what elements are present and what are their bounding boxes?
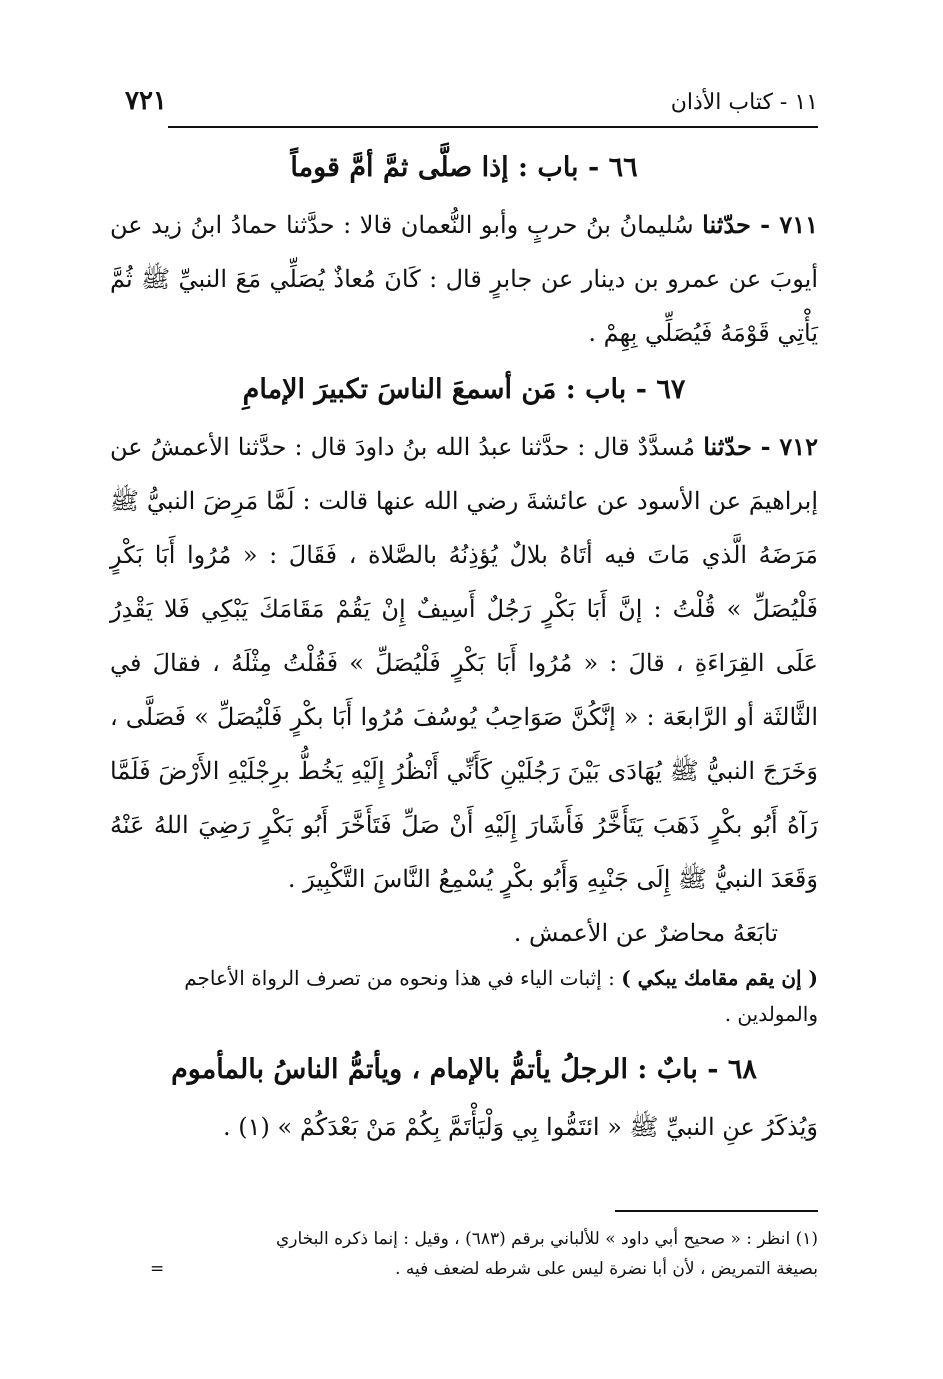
footnote-line-1: (١) انظر : « صحيح أبي داود » للألباني برقم (٦٨٣) ، وقيل : إنما ذكره البخاري: [275, 1229, 818, 1249]
hadith-711: [110, 198, 818, 360]
chapter-header: ١١ - كتاب الأذان: [670, 90, 818, 115]
hadith-712-note: [110, 960, 818, 1032]
header-rule: [168, 126, 818, 128]
footnote: [125, 1224, 818, 1284]
section-67-heading: ٦٧ - باب : مَن أسمعَ الناسَ تكبيرَ الإمامِ: [242, 374, 686, 405]
footnote-rule: [615, 1210, 818, 1212]
hadith-711-text: سُليمانُ بنُ حربٍ وأبو النُّعمان قالا : حدَّثنا حمادُ ابنُ زيد عن أيوبَ عن عمرو بن دينار عن جابرٍ قال : كَانَ مُعاذٌ يُصَلِّي مَعَ النبيِّ ﷺ ثُمَّ يَأْتِي قَوْمَهُ فَيُصَلِّي بِهِمْ .: [110, 211, 818, 347]
footnote-line-2-wrap: [125, 1254, 818, 1284]
hadith-712: [110, 420, 818, 906]
section-66-heading: ٦٦ - باب : إذا صلَّى ثمَّ أمَّ قوماً: [290, 152, 638, 183]
footnote-continuation-mark: =: [150, 1259, 165, 1279]
section-68-heading: ٦٨ - بابٌ : الرجلُ يأتمُّ بالإمام ، ويأتمُّ الناسُ بالمأموم: [171, 1054, 757, 1085]
hadith-712-note-quote: ( إن يقم مقامك يبكي ): [621, 966, 818, 990]
footnote-line-2: بصيغة التمريض ، لأن أبا نضرة ليس على شرطه لضعف فيه .: [395, 1259, 818, 1279]
hadith-712-follow: تابَعَهُ محاضرٌ عن الأعمش .: [513, 919, 778, 947]
section-68-text: وَيُذكَرُ عنِ النبيِّ ﷺ « ائتَمُّوا بِي وَلْيَأْتَمَّ بِكُمْ مَنْ بَعْدَكُمْ » (١) .: [223, 1113, 818, 1141]
hadith-711-number: ٧١١ - حدّثنا: [702, 210, 818, 239]
hadith-712-number: ٧١٢ - حدّثنا: [703, 432, 819, 461]
page-body: [110, 138, 818, 1154]
page-number: ٧٢١: [125, 86, 167, 116]
hadith-712-text: مُسدَّدٌ قال : حدَّثنا عبدُ الله بنُ داودَ قال : حدَّثنا الأعمشُ عن إبراهيمَ عن الأسود عن عائشةَ رضي الله عنها قالت : لَمَّا مَرِضَ النبيُّ ﷺ مَرَضَهُ الَّذي مَاتَ فيه أتَاهُ بلالٌ يُؤذِنُهُ بالصَّلاة ، فَقَالَ : « مُرُوا أَبَا بَكْرٍ فَلْيُصَلِّ » قُلْتُ : إنَّ أَبَا بَكْرٍ رَجُلٌ أَسِيفٌ إِنْ يَقُمْ مَقَامَكَ يَبْكِي فَلا يَقْدِرُ عَلَى القِرَاءَةِ ، قالَ : « مُرُوا أَبَا بَكْرٍ فَلْيُصَلِّ » فَقُلْتُ مِثْلَهُ ، فقالَ في الثَّالثَة أو الرَّابعَة : « إنَّكُنَّ صَوَاحِبُ يُوسُفَ مُرُوا أَبَا بكْرٍ فَلْيُصَلِّ » فَصَلَّى ، وَخَرَجَ النبيُّ ﷺ يُهَادَى بَيْنَ رَجُلَيْنِ كَأَنِّي أَنْظُرُ إِلَيْهِ يَخُطُّ برِجْلَيْهِ الأَرْضَ فَلَمَّا رَآهُ أَبُو بكْرٍ ذَهَبَ يَتَأَخَّرُ فَأَشَارَ إِلَيْهِ أَنْ صَلِّ فَتَأَخَّرَ أَبُو بَكْرٍ رَضِيَ اللهُ عَنْهُ وَقَعَدَ النبيُّ ﷺ إِلَى جَنْبِهِ وَأَبُو بكْرٍ يُسْمِعُ النَّاسَ التَّكْبِيرَ .: [110, 433, 818, 893]
hadith-712-note-text: : إثبات الياء في هذا ونحوه من تصرف الرواة الأعاجم والمولدين .: [184, 966, 818, 1026]
